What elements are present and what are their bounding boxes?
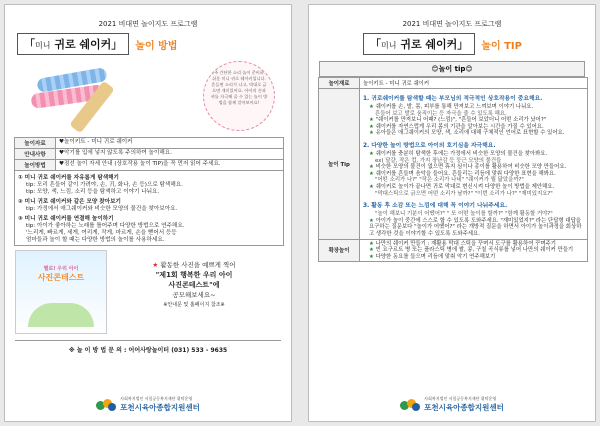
extend-item: ★ 다양한 동요를 들으며 리듬에 맞춰 악기 연주해보기 (369, 253, 496, 260)
table-row (15, 149, 284, 160)
table-row (15, 160, 284, 171)
row-label: 놀이자료 (15, 138, 56, 149)
tip-item: ★ 아이가 놀이 중간에 스스로 할 수 있도록 도와주세요. "재미있었지?" 라는 단답형 대답을 요구하는 질문보다 "놀이가 어땠어?" 라는 개방적 질문을 하면서 아이가 놀이과정을 회상하고 생각한 것을 이야기할 수 있도록 도와주세요. (369, 217, 582, 237)
info-table (14, 137, 284, 246)
tip-item: ★ 쉐이커를 충분히 탐색한 후에는 가정에서 비슷한 모양의 물건을 찾아봐요. (369, 150, 548, 157)
table-row (319, 89, 588, 240)
tip-item: ★ 쉐이커를 흔들며 음악을 들어요. 흔들리는 리듬에 맞춰 다양한 표현을 해봐요. (369, 170, 556, 177)
row-value: ♥악기를 입에 넣지 않도록 주의하여 놀이해요. (56, 149, 284, 160)
step-title: ① 미니 귀로 쉐이커를 자유롭게 탐색해기 (18, 175, 119, 181)
step-line: 엄마들과 놀이 할 때는 다양한 방법의 놀이를 사용하세요. (26, 237, 165, 243)
promo-line: ★ 활동한 사진을 예쁘게 찍어 (152, 261, 236, 269)
tip-item: "놀이 해보니 기분이 어땠어?" " 또 어떤 놀이를 할까?" "함께 활동할 거야?" (375, 211, 553, 218)
table-row (15, 171, 284, 246)
page-play-method (4, 4, 292, 422)
tip-item: 흔들어 보고 발로 움직이는 등 자극을 줄 수 있도록 해요. (375, 110, 507, 117)
step-title: ③ 미니 귀로 쉐이커를 연결해 놀이하기 (18, 216, 114, 222)
promo-line: "제1회 행복한 우리 아이 (155, 271, 233, 279)
tip-item: ★ 유아들은 애그쉐이커의 모양, 색, 소리에 대해 구체적인 언어로 표현할 수 있어요. (369, 130, 565, 137)
step-line: tip: 가정에서 애그쉐이커와 비슷한 모양의 물건을 찾아보아요. (26, 206, 178, 212)
row-label: 놀이방법 (15, 160, 56, 171)
promo-line: 공모해보세요~ (172, 291, 216, 299)
page-title (363, 33, 595, 55)
shaker-image (15, 59, 281, 137)
title-suffix: 놀이 TIP (481, 40, 522, 52)
program-title: 2021 비대면 놀이지도 프로그램 (402, 20, 502, 28)
tip-item: ★ 쉐이커를 자연스럽게 우리 몸의 기관을 알아보는 시간을 가질 수 있어요. (369, 123, 544, 130)
tip-item: "막대스틱으로 긁으면 어떤 소리가 날까?" "이번 소리가 나?" "재미있지요?" (375, 190, 553, 197)
step-line: tip: 모리 흔들어 같이 가려야, 손, 귀, 화나, 손 등)으로 탐색해요. (26, 182, 183, 188)
logo-mark-icon (96, 399, 116, 411)
method-steps (15, 171, 284, 246)
table-row (15, 138, 284, 149)
star-icon: ★ (152, 261, 159, 269)
step-line: tip: 모양, 색, 느낌, 소리 등을 탐색하고 이야기 나눠요. (26, 189, 160, 195)
tip-item: ★ "쉐이커를 만져보니 어때? (느낌)", "흔들어 보았더니 어떤 소리가 났어?" (369, 117, 547, 124)
program-title: 2021 비대면 놀이지도 프로그램 (98, 20, 198, 28)
contest-poster (15, 250, 107, 334)
tip-heading: 1. 귀로쉐이커를 탐색할 때는 부모님의 적극적인 상호작용이 중요해요. (363, 96, 543, 102)
row-value: 놀이키트 - 미니 귀로 쉐이커 (360, 78, 588, 89)
center-logo (5, 396, 291, 413)
center-logo (309, 396, 595, 413)
table-row (319, 78, 588, 89)
logo-text: 사회복지법인 서림공동복지재단 위탁운영 포천시육아종합지원센터 (120, 396, 200, 412)
row-label: 놀이재료 (319, 78, 360, 89)
tip-item: "어떤 소리가 나?" "작은 소리가 나네" "쉐이커가 뭘 닮았을까?" (375, 177, 524, 184)
logo-mark-icon (400, 399, 420, 411)
contact-info: ※ 놀 이 방 법 문 의 : 어어사랑놀이터 (031) 533 - 9635 (15, 340, 281, 354)
extend-item: ★ 나만의 쉐이커 만들기 : 재활용 막대 스틱을 꾸며서 도구를 활용하여 꾸며주기 (369, 240, 556, 247)
poster-title: 사진콘테스트 (37, 273, 85, 282)
row-label: 안내사항 (15, 149, 56, 160)
table-row (319, 239, 588, 262)
tip-heading: 2. 다양한 놀이 방법으로 아이의 호기심을 자극해요. (363, 142, 496, 149)
tip-item: ★ 쉐이커를 손, 발, 몸, 피부를 통해 만져보고 느껴보며 이야기 나눠요. (369, 104, 534, 110)
tip-table (318, 77, 588, 262)
tip-heading: 3. 활동 후 소감 또는 느낌에 대해 꼭 이야기 나눠주세요. (363, 203, 508, 210)
poster-hill (28, 303, 94, 327)
page-title (17, 33, 291, 55)
step-line: '느리게, 빠르게, 세게, 여리게, 작게, 마르게, 손을 뻗어서 등등 (26, 230, 177, 236)
step-title: ② 미니 귀로 쉐이커와 같은 모양 찾아보기 (18, 199, 121, 205)
tip-item: ★ 비슷한 모양의 물건이 없으면 휴지 심이나 종이를 활용하여 비슷한 모양 만들어요. (369, 164, 567, 171)
tip-item: ★ 쉐이커로 놀이가 끝나면 귀로 막대로 변신시켜 다양한 놀이 방법을 제안해요. (369, 183, 555, 190)
extend-item: ★ 빈 요구르트 병 또는 플라스틱 병에 쌀, 콩, 구칠 곡식류를 넣어 나만의 쉐이커 만들기 (369, 247, 574, 254)
page-play-tip (308, 4, 596, 422)
tip-content (360, 89, 588, 240)
step-line: tip: 아이가 좋아하는 노래를 틀어주며 다양한 방법으로 연주해요. (26, 223, 185, 229)
row-value: ♥점선 놀이 자세 안내 (상호작용 놀이 TIP)을 꼭 먼저 읽어 주세요. (56, 160, 284, 171)
intro-note: 아주 간단한 소리 놀이 준비하기 쉬운 미니 귀로 쉐이커입니다. 흔들면 소리가 나고, 막대로 긁으면 재미있어요. 아이의 손과 귀를 자극해 줄 수 있는 놀이 방법을 함께 알아보아요! (203, 61, 275, 131)
extend-content (360, 239, 588, 262)
tip-item: ex) 달걀, 작은 컵, 가지 장난감 등 둥근 모양의 물건들 (375, 157, 502, 164)
title-box: 「미니 귀로 쉐이커」 (17, 33, 129, 55)
photo-contest-promo (15, 250, 281, 336)
row-value: ♥놀이키트 - 미니 귀로 쉐이커 (56, 138, 284, 149)
promo-note: ※안내문 및 홈페이지 참조※ (163, 302, 225, 308)
title-box: 「미니 귀로 쉐이커」 (363, 33, 475, 55)
logo-text: 사회복지법인 서림공동복지재단 위탁운영 포천시육아종합지원센터 (424, 396, 504, 412)
tips-header: 😊놀이 tip😊 (319, 61, 585, 77)
row-label: 놀이 Tip (319, 89, 360, 240)
promo-line: 사진콘테스트"에 (168, 281, 220, 289)
row-label: 확장놀이 (319, 239, 360, 262)
title-suffix: 놀이 방법 (135, 40, 178, 52)
promo-text (107, 250, 281, 336)
poster-header: 헬로! 우리 아이 (43, 266, 79, 272)
